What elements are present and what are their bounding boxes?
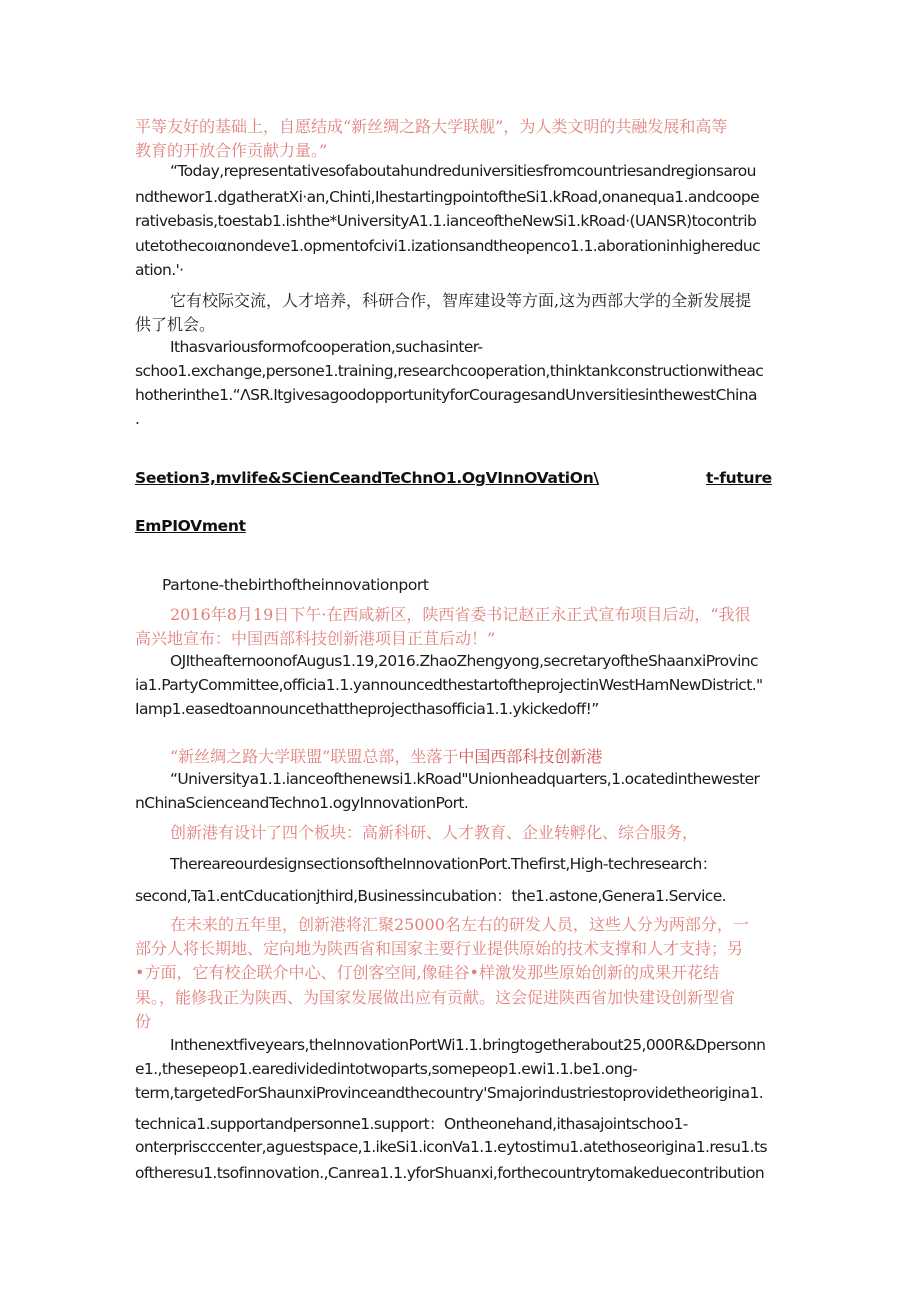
paragraph-zh-6-line-4: 果。，能修我正为陕西、为国家发展做出应有贡献。这会促进陕西省加快建设创新型省 [135,988,736,1007]
paragraph-en-4-line-2: nChinaScienceandTechno1.ogyInnovationPort. [135,794,469,812]
paragraph-en-6-line-6: oftheresu1.tsofinnovation.,Canrea1.1.yforShuanxi,forthecountrytomakeduecontribution [135,1164,765,1182]
paragraph-en-5-line-1: ThereareourdesignsectionsoftheInnovationPort.Thefirst,High-techresearch： [170,855,717,873]
paragraph-zh-6-line-2: 部分人将长期地、定向地为陕西省和国家主要行业提供原始的技术支撑和人才支持；另 [135,939,744,958]
section-heading: Seetion3,mvlife&SCienCeandTeChnO1.OgVInnOVatiOn\ [135,469,599,487]
paragraph-zh-5: 创新港有设计了四个板块：高新科研、人才教育、企业转孵化、综合服务， [170,823,699,842]
paragraph-en-1-line-4: utetothecoıαnondeve1.opmentofcivi1.izationsandtheopenco1.1.aborationinhighereduc [135,237,761,255]
paragraph-zh-3-line-1: 2016年8月19日下午·在西咸新区，陕西省委书记赵正永正式宣布项目后动，“我很 [170,605,751,624]
section-heading-line-2: EmPIOVment [135,517,246,535]
paragraph-en-6-line-5: onterpriscccenter,aguestspace,1.ikeSi1.iconVa1.1.eytostimu1.atethoseorigina1.resu1.ts [135,1138,767,1156]
paragraph-en-6-line-1: Inthenextfiveyears,theInnovationPortWi1.1.bringtogetherabout25,000R&Dpersonn [170,1036,766,1054]
paragraph-zh-4-text: “新丝绸之路大学联盟”联盟总部，坐落于 [170,747,459,766]
paragraph-en-6-line-4: technica1.supportandpersonne1.support：Ontheonehand,ithasajointschoo1- [135,1115,688,1133]
paragraph-en-2-line-2: schoo1.exchange,persone1.training,researchcooperation,thinktankconstructionwitheac [135,362,764,380]
paragraph-en-3-line-3: Iamp1.easedtoannouncethattheprojecthasofficia1.1.ykickedoff!” [135,700,599,718]
paragraph-zh-6-line-3: •方面，它有校企联介中心、仃创客空间,像硅谷•样激发那些原始创新的成果开花结 [135,963,719,982]
paragraph-en-2-line-1: Ithasvariousformofcooperation,suchasinter- [170,338,483,356]
paragraph-en-1-line-3: rativebasis,toestab1.ishthe*UniversityA1.1.ianceof​theNewSi1.kRoad·(UANSR)tocontrib [135,212,757,230]
paragraph-zh-6-line-1: 在未来的五年里，创新港将汇聚25000名左右的研发人员，这些人分为两部分，一 [170,915,749,934]
paragraph-en-2-line-3: hotherinthe1.“ΛSR.Itgivesagoodopportunityfor​CouragesandUnversitiesinthewestChina [135,386,757,404]
paragraph-zh-2-line-2: 供了机会。 [135,315,216,334]
paragraph-en-5-line-2: second,Ta1.entCducationjthird,Businessincubation：the1.astone,Genera1.Service. [135,887,726,905]
paragraph-zh-3-line-2: 高兴地宣布：中国西部科技创新港项目正苴后动！” [135,629,496,648]
part-title: Partone-thebirthoftheinnovationport [162,576,429,594]
paragraph-zh-2-line-1: 它有校际交流，人才培养，科研合作，智库建设等方面,这为西部大学的全新发展提 [170,291,752,310]
paragraph-zh-1-line-2: 教育的开放合作贡献力量。” [135,141,328,160]
paragraph-en-3-line-2: ia1.PartyCommittee,officia1.1.yannouncedthestartof​theprojectinWestHamNewDistrict." [135,676,763,694]
paragraph-en-1-line-5: ation.'· [135,261,184,279]
paragraph-zh-6-line-5: 份 [135,1012,152,1031]
paragraph-zh-1-line-1: 平等友好的基础上，自愿结成“新丝绸之路大学联舰”，为人类文明的共融发展和高等 [135,117,728,136]
paragraph-en-4-line-1: “Universitya1.1.ianceofthenewsi1.kRoad"Unionheadquarters,1.ocatedinthewester [170,770,760,788]
innovation-port-highlight: 中国西部科技创新港 [458,747,603,766]
paragraph-en-2-line-4: . [135,410,140,428]
paragraph-en-6-line-2: e1.,thesepeop1.earedividedintotwoparts,somepeop1.ewi1.1.be1.ong- [135,1060,638,1078]
paragraph-en-6-line-3: term,targeted​ForShaunxiProvinceandthecountry'Smajorindustriestoprovidetheorigina1. [135,1084,764,1102]
paragraph-en-1-line-2: ndthewor1.dgatheratXi·an,Chinti,Ihestartingpointof​theSi1.kRoad,onanequa1.andcoope [135,188,760,206]
section-heading-tail: t-future [706,469,772,487]
paragraph-en-3-line-1: OJItheafternoonofAugus1.19,2016.ZhaoZhengyong,secretaryoftheShaanxiProvinc [170,652,758,670]
paragraph-zh-4 [170,744,602,767]
paragraph-en-1-line-1: “Today,representativesofaboutahundreduniversitiesfromcountriesandregionsarou [170,162,756,180]
